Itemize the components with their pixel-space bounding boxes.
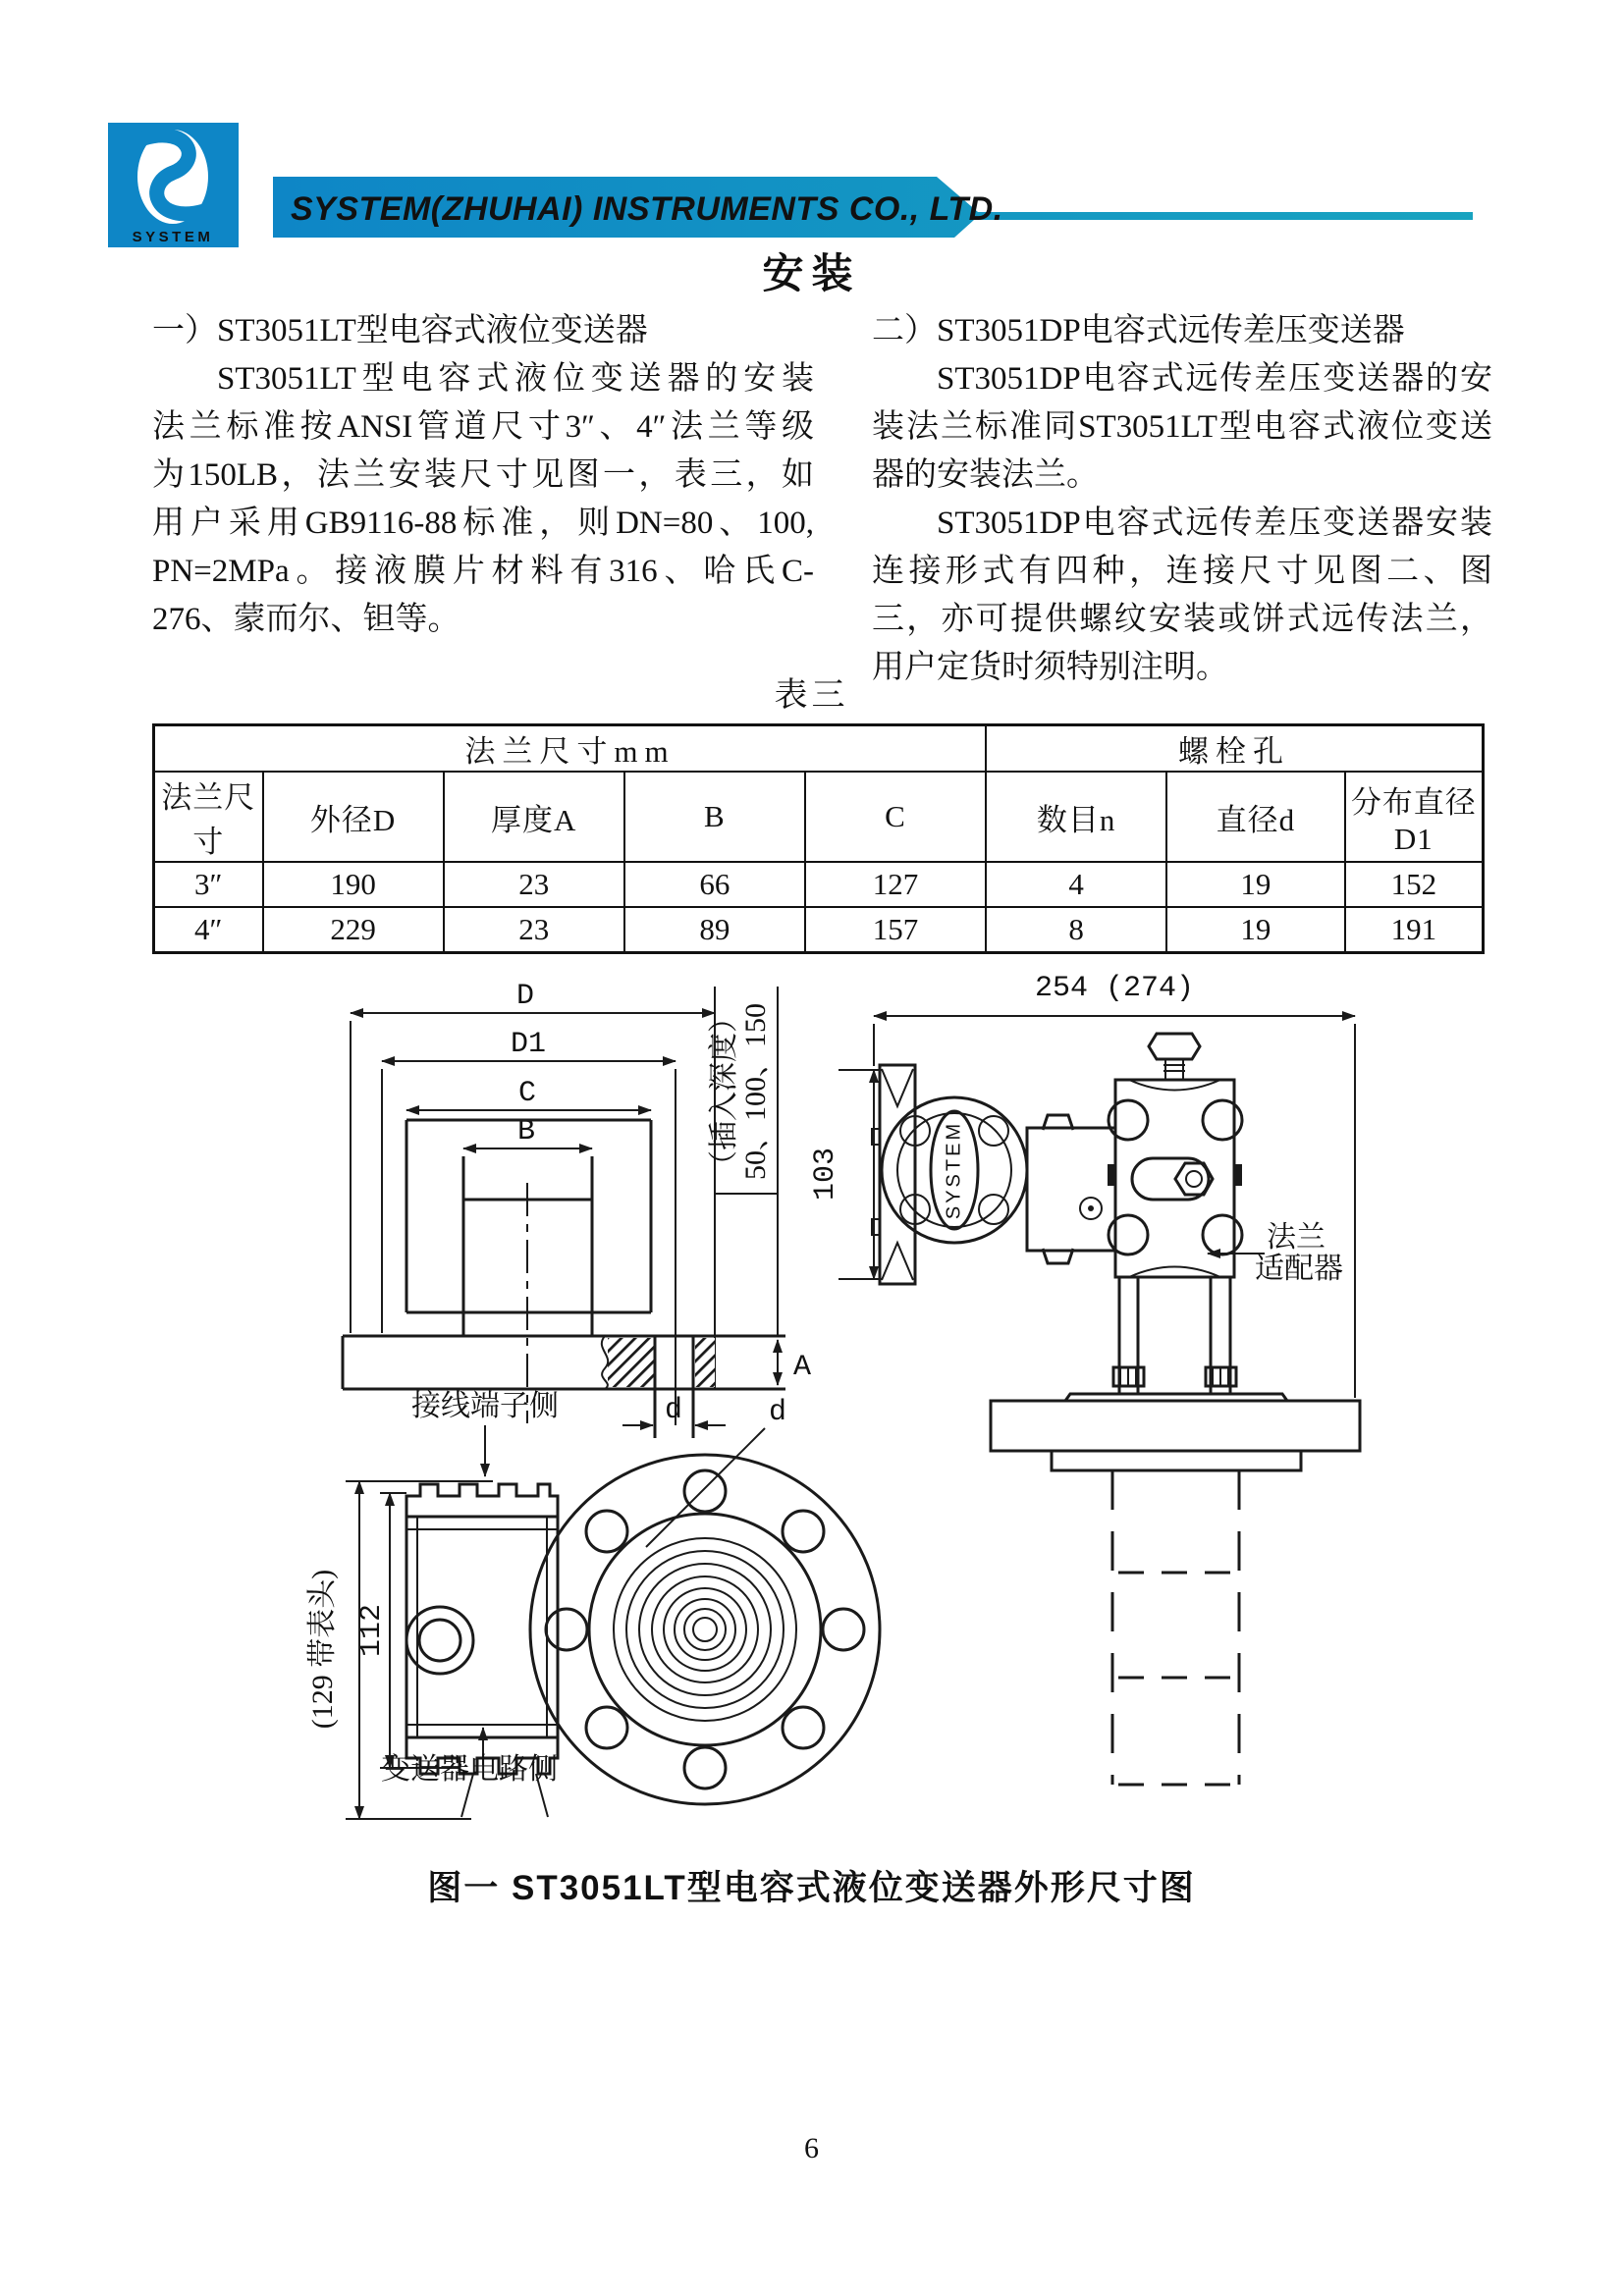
table-cell: 157 (805, 907, 986, 952)
dim-B-label: B (516, 1115, 536, 1148)
body-line: 为150LB，法兰安装尺寸见图一，表三，如 (152, 457, 814, 493)
dim-D1-label: D1 (510, 1028, 547, 1061)
page-title: 安装 (762, 250, 861, 296)
bolt-hole (783, 1707, 824, 1748)
column-header: 厚度A (444, 772, 624, 862)
transmitter-body (406, 1517, 558, 1737)
body-line: PN=2MPa。接液膜片材料有316、哈氏C- (152, 554, 814, 589)
right-column (872, 307, 1492, 692)
mounting-flange (991, 1401, 1360, 1451)
company-name: SYSTEM(ZHUHAI) INSTRUMENTS CO., LTD. (291, 190, 1003, 228)
bolt-hole (684, 1747, 726, 1789)
table-cell: 89 (624, 907, 805, 952)
body-line: 276、蒙而尔、钽等。 (152, 602, 460, 637)
dim-d-label: d (664, 1394, 683, 1427)
table-cell: 19 (1166, 862, 1344, 907)
break-line (602, 1336, 608, 1389)
group-header-flange: 法兰尺寸mm (154, 725, 987, 773)
flange-face-view (530, 1396, 880, 1804)
dim-112-label: 112 (355, 1603, 389, 1658)
table-cell: 229 (263, 907, 444, 952)
column-header: 分布直径D1 (1345, 772, 1484, 862)
body-line: ST3051LT型电容式液位变送器的安装 (217, 361, 814, 397)
bolt-hole (684, 1470, 726, 1512)
neck-housing (1027, 1128, 1115, 1251)
page-number: 6 (804, 2132, 819, 2164)
flange-bolt (1203, 1100, 1242, 1140)
circuit-side-label: 变送器电路侧 (381, 1753, 558, 1786)
table-cell: 191 (1345, 907, 1484, 952)
table-cell: 19 (1166, 907, 1344, 952)
table-cell: 8 (986, 907, 1166, 952)
transmitter-side-view (809, 972, 1360, 1785)
table-cell: 4″ (154, 907, 263, 952)
left-heading: 一）ST3051LT型电容式液位变送器 (152, 313, 648, 348)
insert-depth-label: （插入深度） (708, 1003, 740, 1180)
table-cell: 66 (624, 862, 805, 907)
dim-A-label: A (793, 1351, 812, 1384)
column-header: 法兰尺寸 (154, 772, 263, 862)
bolt-hole (783, 1511, 824, 1552)
column-header: C (805, 772, 986, 862)
table-cell: 4 (986, 862, 1166, 907)
dim-D-label: D (515, 980, 535, 1013)
flange-adapter-label: 适配器 (1255, 1253, 1343, 1285)
dim-254-label: 254 (274) (1034, 972, 1195, 1005)
insert-depth-values: 50、100、150 (739, 1003, 772, 1180)
column-header: 直径d (1166, 772, 1344, 862)
table-row (154, 862, 1484, 907)
table-cell: 152 (1345, 862, 1484, 907)
flange-bolt (1203, 1215, 1242, 1255)
bolt-hole (823, 1609, 864, 1650)
logo (108, 123, 239, 247)
logo-text: SYSTEM (132, 229, 214, 245)
bolt-hole (586, 1511, 627, 1552)
table-cell: 127 (805, 862, 986, 907)
table-cell: 23 (444, 907, 624, 952)
dim-129-label: (129 带表头) (306, 1569, 339, 1730)
table-cell: 3″ (154, 862, 263, 907)
flange-outer-circle (530, 1455, 880, 1804)
table-header-row (154, 772, 1484, 862)
table-cell: 190 (263, 862, 444, 907)
figure-drawing (147, 923, 1502, 1836)
diaphragm-rings (614, 1538, 796, 1721)
flange-adapter-label: 法兰 (1267, 1221, 1325, 1254)
column-header: 外径D (263, 772, 444, 862)
top-cap (406, 1484, 558, 1517)
flange-section-diagram (343, 980, 811, 1438)
bolt-dia-leader (646, 1428, 765, 1547)
body-line: 装法兰标准同ST3051LT型电容式液位变送 (872, 409, 1492, 445)
body-line: 连接形式有四种，连接尺寸见图二、图 (872, 554, 1492, 589)
insertion-tube-dashed (1112, 1470, 1239, 1785)
body-line: 三，亦可提供螺纹安装或饼式远传法兰， (872, 602, 1492, 637)
dim-C-label: C (517, 1077, 537, 1110)
transmitter-front-view (306, 1390, 559, 1819)
column-header: 数目n (986, 772, 1166, 862)
body-line: ST3051DP电容式远传差压变送器安装 (937, 506, 1492, 541)
vent-valve (1149, 1034, 1200, 1059)
dim-103-label: 103 (809, 1147, 842, 1201)
left-column (152, 307, 814, 644)
table-caption: 表三 (774, 677, 849, 714)
body-line: 用户定货时须特别注明。 (872, 650, 1228, 685)
terminal-side-label: 接线端子侧 (411, 1390, 559, 1422)
body-line: ST3051DP电容式远传差压变送器的安 (937, 361, 1492, 397)
body-line: 法兰标准按ANSI管道尺寸3″、4″法兰等级 (152, 409, 814, 445)
table-cell: 23 (444, 862, 624, 907)
body-line: 器的安装法兰。 (872, 457, 1099, 493)
body-line: 用户采用GB9116-88标准，则DN=80、100, (152, 506, 814, 541)
bolt-hole (546, 1609, 587, 1650)
hatch-section (695, 1338, 715, 1387)
hatch-section (608, 1338, 655, 1387)
system-mark: SYSTEM (943, 1120, 965, 1220)
flange-dimension-table (152, 723, 1485, 954)
table-group-header-row (154, 725, 1484, 773)
group-header-bolt: 螺栓孔 (986, 725, 1483, 773)
bolt-hole (586, 1707, 627, 1748)
dim-d-label: d (768, 1396, 787, 1429)
header-banner (273, 167, 1475, 240)
right-heading: 二）ST3051DP电容式远传差压变送器 (872, 313, 1405, 348)
figure-caption: 图一 ST3051LT型电容式液位变送器外形尺寸图 (427, 1869, 1196, 1907)
column-header: B (624, 772, 805, 862)
